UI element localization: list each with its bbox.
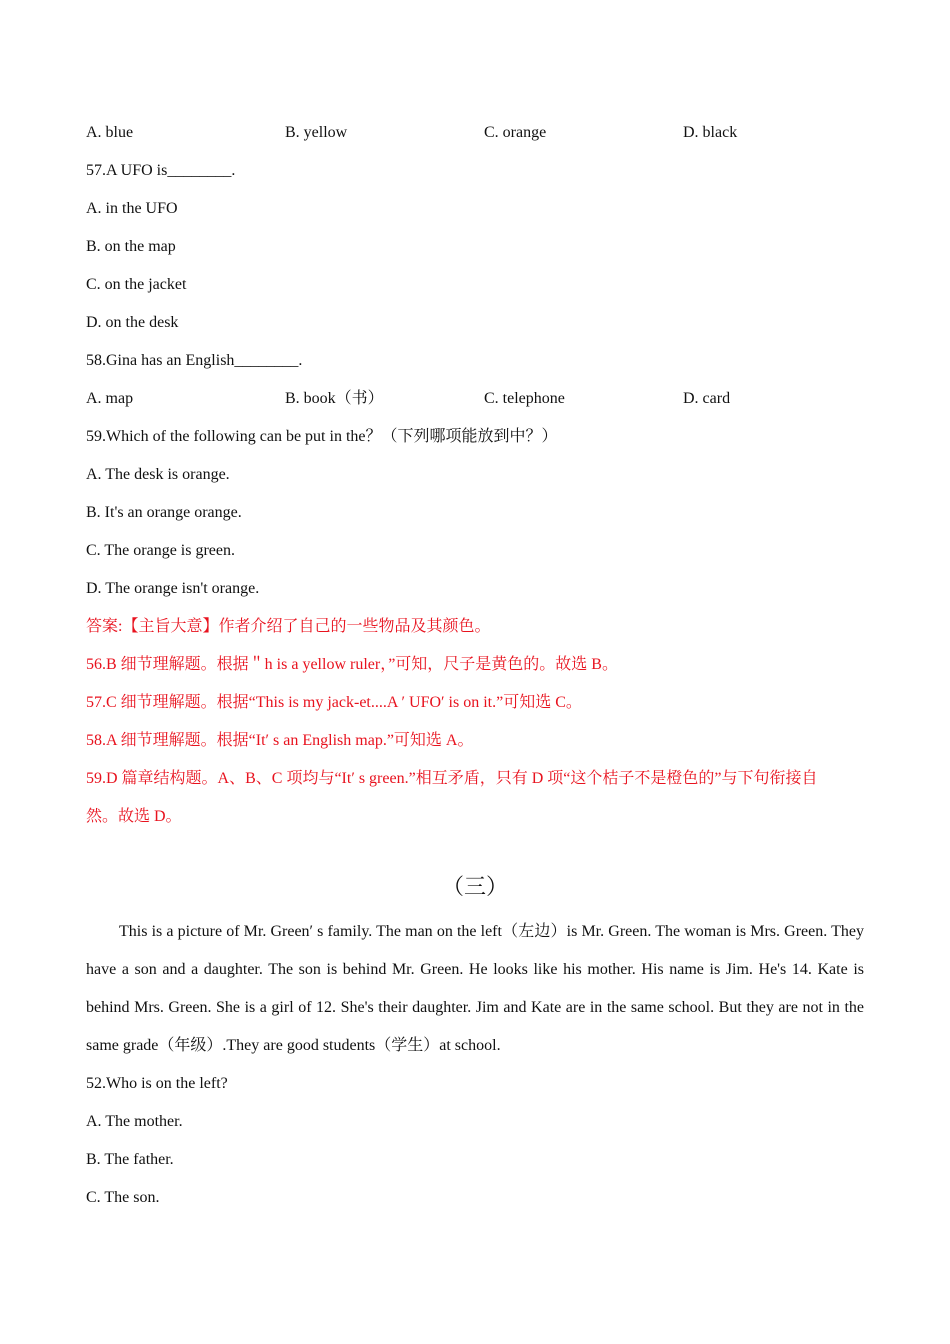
q56-option-d: D. black bbox=[683, 124, 738, 141]
q52-option-b: B. The father. bbox=[86, 1151, 174, 1168]
answer-59-line2: 然。故选 D。 bbox=[86, 808, 182, 825]
q57-option-b: B. on the map bbox=[86, 238, 176, 255]
answer-main-idea: 答案:【主旨大意】作者介绍了自己的一些物品及其颜色。 bbox=[86, 618, 491, 635]
q59-option-a: A. The desk is orange. bbox=[86, 466, 230, 483]
reading-passage: This is a picture of Mr. Green′ s family. The man on the left（左边）is Mr. Green. The woman is Mrs. Green. They have a son and a daughter. The son is behind Mr. Green. He looks like his mother. His name is Jim. He's 14. Kate is behind Mrs. Green. She is a girl of 12. She's their daughter. Jim and Kate are in the same school. But they are not in the same grade（年级）.They are good students（学生）at school. bbox=[86, 923, 864, 1054]
q58-option-a: A. map bbox=[86, 390, 134, 407]
q57-stem: 57.A UFO is________. bbox=[86, 162, 236, 179]
q52-stem: 52.Who is on the left? bbox=[86, 1075, 228, 1092]
q56-option-b: B. yellow bbox=[285, 124, 348, 141]
q59-option-d: D. The orange isn't orange. bbox=[86, 580, 260, 597]
q59-stem: 59.Which of the following can be put in the？（下列哪项能放到中？） bbox=[86, 428, 558, 445]
q59-option-b: B. It's an orange orange. bbox=[86, 504, 242, 521]
q56-option-c: C. orange bbox=[484, 124, 547, 141]
q58-option-d: D. card bbox=[683, 390, 731, 407]
answer-59-line1: 59.D 篇章结构题。A、B、C 项均与“It′ s green.”相互矛盾，只有 D 项“这个桔子不是橙色的”与下句衔接自 bbox=[86, 770, 818, 787]
q57-option-d: D. on the desk bbox=[86, 314, 179, 331]
q57-option-a: A. in the UFO bbox=[86, 200, 178, 217]
q56-option-a: A. blue bbox=[86, 124, 134, 141]
q52-option-c: C. The son. bbox=[86, 1189, 160, 1206]
q59-option-c: C. The orange is green. bbox=[86, 542, 235, 559]
q58-stem: 58.Gina has an English________. bbox=[86, 352, 303, 369]
section-heading: （三） bbox=[441, 874, 508, 899]
answer-56: 56.B 细节理解题。根据＂h is a yellow ruler，”可知，尺子是黄色的。故选 B。 bbox=[86, 656, 618, 673]
answer-57: 57.C 细节理解题。根据“This is my jack-et....A ′ UFO′ is on it.”可知选 C。 bbox=[86, 694, 582, 711]
answer-58: 58.A 细节理解题。根据“It′ s an English map.”可知选 A。 bbox=[86, 732, 474, 749]
q52-option-a: A. The mother. bbox=[86, 1113, 183, 1130]
q58-option-b: B. book（书） bbox=[285, 390, 384, 407]
q58-option-c: C. telephone bbox=[484, 390, 565, 407]
q57-option-c: C. on the jacket bbox=[86, 276, 187, 293]
